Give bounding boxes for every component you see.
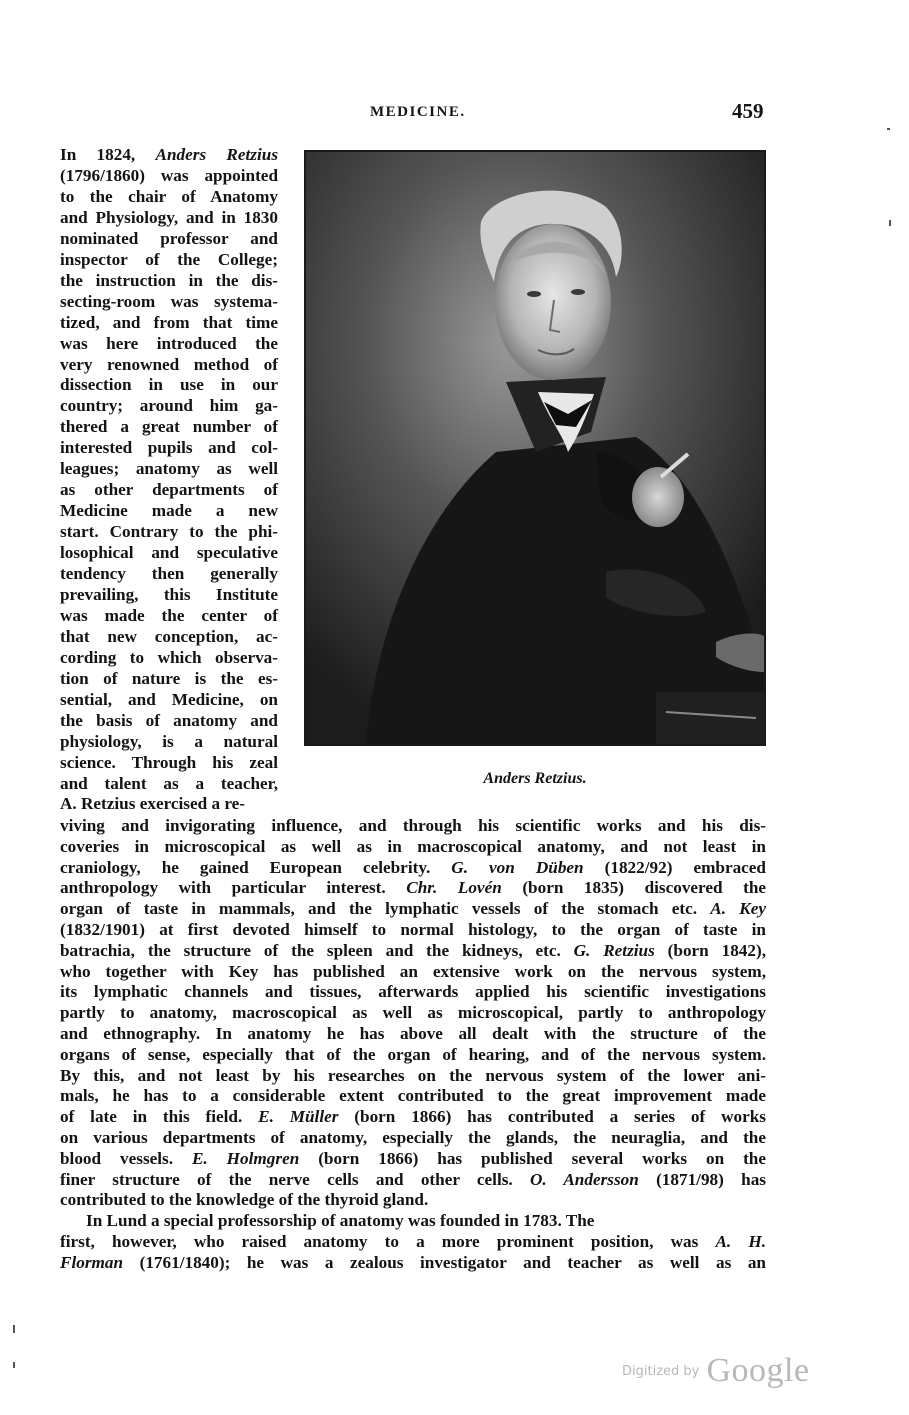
text-segment: the basis of anatomy and (60, 710, 278, 730)
text-segment: By this, and not least by his researches on the nervous system of the lower ani- (60, 1065, 766, 1085)
text-segment: first, however, who raised anatomy to a more prominent position, was (60, 1232, 716, 1251)
text-segment: dissection in use in our (60, 375, 278, 395)
text-line (60, 228, 278, 249)
portrait-engraving (306, 152, 764, 744)
watermark-prefix: Digitized by (622, 1364, 700, 1379)
italic-name: Anders Retzius (155, 145, 279, 164)
text-segment: secting-room was systema- (60, 291, 278, 311)
text-line (60, 689, 278, 710)
text-line (60, 165, 278, 186)
text-segment: (1871/98) has (638, 1169, 766, 1189)
text-segment: In Lund a special professorship of anatomy was founded in 1783. The (86, 1211, 595, 1231)
text-segment: was here introduced the (60, 333, 278, 353)
text-segment: contributed to the knowledge of the thyroid gland. (60, 1190, 429, 1210)
text-line (60, 521, 278, 542)
text-segment: In 1824, (60, 145, 156, 164)
text-segment: who together with Key has published an extensive work on the nervous system, (60, 961, 766, 981)
text-line (60, 626, 278, 647)
text-line (60, 815, 766, 836)
text-segment: viving and invigorating influence, and through his scientific works and his dis- (60, 816, 766, 835)
text-segment: (1761/1840); he was a zealous investigator and teacher as well as an (123, 1252, 766, 1272)
text-segment: that new conception, ac- (60, 626, 278, 646)
text-line (60, 1169, 766, 1190)
text-segment: tized, and from that time (60, 312, 278, 332)
text-segment: the instruction in the dis- (60, 270, 278, 290)
text-line (60, 563, 278, 584)
text-line (60, 333, 278, 354)
running-header-title: MEDICINE. (370, 104, 466, 120)
text-segment: (born 1866) has published several works on the (299, 1148, 766, 1168)
text-line (60, 542, 278, 563)
text-line (60, 249, 278, 270)
text-line (60, 479, 278, 500)
margin-speck (13, 1325, 15, 1333)
text-segment: Medicine made a new (60, 501, 278, 521)
text-line (60, 312, 278, 333)
text-line (60, 793, 278, 814)
text-line (60, 1252, 766, 1273)
text-line (60, 500, 278, 521)
text-line (60, 898, 766, 919)
italic-name: E. Holmgren (191, 1148, 300, 1168)
text-line (60, 940, 766, 961)
text-line (60, 668, 278, 689)
italic-name: G. von Düben (451, 857, 584, 877)
text-line (60, 919, 766, 940)
italic-name: E. Müller (258, 1107, 339, 1127)
google-logo: Google (706, 1352, 810, 1389)
text-segment: cording to which observa- (60, 647, 278, 667)
portrait-figure (304, 150, 766, 746)
text-line (60, 961, 766, 982)
text-segment: (born 1842), (654, 940, 766, 960)
italic-name: Chr. Lovén (406, 878, 502, 898)
text-line (60, 584, 278, 605)
text-segment: mals, he has to a considerable extent contributed to the great improvement made (60, 1086, 766, 1106)
text-segment: nominated professor and (60, 228, 278, 248)
text-segment: country; around him ga- (60, 396, 278, 416)
text-line (60, 710, 278, 731)
text-line (60, 1148, 766, 1169)
figure-caption: Anders Retzius. (483, 770, 587, 787)
text-segment: thered a great number of (60, 417, 278, 437)
italic-name: A. Key (710, 899, 766, 919)
text-line (60, 1002, 766, 1023)
italic-name: Florman (60, 1252, 124, 1272)
text-segment: organs of sense, especially that of the organ of hearing, and of the nervous system. (60, 1044, 766, 1064)
text-line (60, 752, 278, 773)
text-line (60, 416, 278, 437)
text-segment: prevailing, this Institute (60, 584, 278, 604)
margin-speck (13, 1362, 15, 1368)
text-line (60, 1231, 766, 1252)
margin-speck (887, 128, 890, 130)
text-line (60, 1044, 766, 1065)
text-line (60, 877, 766, 898)
text-segment: coveries in microscopical as well as in macroscopical anatomy, and not least in (60, 836, 766, 856)
text-segment: craniology, he gained European celebrity. (60, 857, 452, 877)
text-segment: was made the center of (60, 605, 278, 625)
text-line (60, 1023, 766, 1044)
text-line (60, 354, 278, 375)
text-segment: sential, and Medicine, on (60, 689, 278, 709)
text-segment: (1796/1860) was appointed (60, 165, 278, 185)
text-segment: A. Retzius exercised a re- (60, 794, 246, 814)
text-line (60, 1189, 766, 1210)
text-segment: science. Through his zeal (60, 752, 278, 772)
text-line (60, 291, 278, 312)
text-line (60, 773, 278, 794)
text-segment: blood vessels. (60, 1148, 192, 1168)
text-segment: and ethnography. In anatomy he has above all dealt with the structure of the (60, 1024, 766, 1043)
text-segment: on various departments of anatomy, especially the glands, the neuraglia, and the (60, 1128, 766, 1147)
text-line (60, 731, 278, 752)
text-line (60, 186, 278, 207)
text-segment: finer structure of the nerve cells and other cells. (60, 1169, 530, 1189)
page-number: 459 (732, 99, 764, 123)
text-line (60, 207, 278, 228)
text-segment: very renowned method of (60, 354, 278, 374)
text-line (60, 458, 278, 479)
text-line (60, 437, 278, 458)
text-line (60, 1065, 766, 1086)
italic-name: O. Andersson (530, 1169, 639, 1189)
text-segment: (1822/92) embraced (583, 857, 766, 877)
text-line (60, 270, 278, 291)
text-segment: anthropology with particular interest. (60, 878, 407, 898)
text-segment: physiology, is a natural (60, 731, 278, 751)
text-segment: (1832/1901) at first devoted himself to normal histology, to the organ of taste in (60, 920, 766, 939)
text-segment: tion of nature is the es- (60, 668, 278, 688)
text-segment: to the chair of Anatomy (60, 186, 278, 206)
text-segment: and talent as a teacher, (60, 773, 278, 793)
text-segment: batrachia, the structure of the spleen and the kidneys, etc. (60, 940, 574, 960)
text-segment: and Physiology, and in 1830 (60, 207, 278, 227)
text-segment: interested pupils and col- (60, 438, 278, 458)
text-line (60, 605, 278, 626)
text-segment: start. Contrary to the phi- (60, 522, 278, 542)
text-segment: of late in this field. (60, 1107, 259, 1127)
text-segment: leagues; anatomy as well (60, 459, 278, 479)
text-line (60, 1106, 766, 1127)
text-line (60, 857, 766, 878)
text-segment: organ of taste in mammals, and the lymphatic vessels of the stomach etc. (60, 899, 711, 919)
text-segment: losophical and speculative (60, 543, 278, 563)
digitized-watermark (622, 1352, 810, 1390)
italic-name: G. Retzius (573, 940, 655, 960)
margin-speck (889, 220, 891, 226)
text-line (60, 395, 278, 416)
text-line (60, 374, 278, 395)
italic-name: A. H. (715, 1232, 766, 1251)
text-segment: tendency then generally (60, 564, 278, 583)
text-segment: (born 1866) has contributed a series of works (338, 1107, 766, 1127)
text-line (60, 1127, 766, 1148)
text-segment: (born 1835) discovered the (501, 878, 767, 898)
text-line (60, 981, 766, 1002)
text-segment: its lymphatic channels and tissues, afterwards applied his scientific investigations (60, 982, 766, 1002)
text-line (60, 836, 766, 857)
text-line (60, 144, 278, 165)
text-segment: partly to anatomy, macroscopical as well as microscopical, partly to anthropology (60, 1003, 766, 1023)
text-segment: as other departments of (60, 480, 278, 500)
text-line (60, 647, 278, 668)
text-line (86, 1210, 766, 1231)
text-segment: inspector of the College; (60, 249, 278, 269)
text-line (60, 1085, 766, 1106)
